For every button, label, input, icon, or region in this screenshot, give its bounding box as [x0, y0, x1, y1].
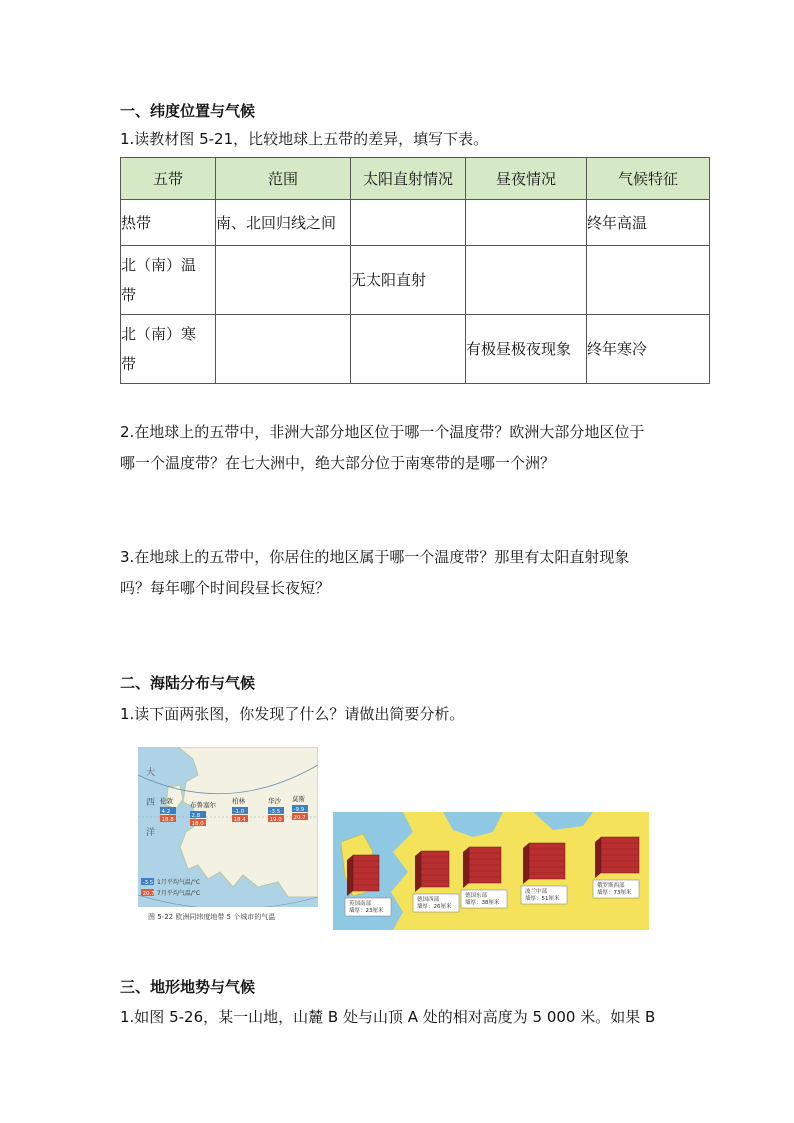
- map1-ocean-label-3: 洋: [146, 828, 156, 838]
- table-header: 太阳直射情况: [351, 158, 466, 200]
- city-name-label: 伦敦: [160, 797, 173, 805]
- table-cell[interactable]: [351, 200, 466, 246]
- table-cell: 有极昼极夜现象: [466, 315, 587, 384]
- table-header: 气候特征: [587, 158, 710, 200]
- jul-temp-value: 20.7: [293, 815, 306, 821]
- legend-jan-value: -3.5: [142, 880, 154, 886]
- table-cell[interactable]: [216, 315, 351, 384]
- table-header: 范围: [216, 158, 351, 200]
- table-cell: 北（南）寒 带: [121, 315, 216, 384]
- table-cell[interactable]: [351, 315, 466, 384]
- legend-jul-label: 7月平均气温/°C: [157, 890, 201, 897]
- legend-jan-label: 1月平均气温/°C: [157, 879, 201, 886]
- map1-ocean-label-1: 大: [146, 768, 156, 778]
- table-cell: 终年寒冷: [587, 315, 710, 384]
- jan-temp-value: 4.2: [161, 809, 171, 815]
- wall-side: [347, 855, 353, 896]
- question-1-3-line1: 3.在地球上的五带中，你居住的地区属于哪一个温度带？那里有太阳直射现象: [120, 548, 630, 566]
- wall-thickness-label: 墙厚：51厘米: [525, 896, 560, 902]
- wall-map-svg: [333, 812, 649, 930]
- table-row: [121, 315, 710, 384]
- jan-temp-value: -3.5: [269, 809, 281, 815]
- table-row: [121, 246, 710, 315]
- table-cell: 热带: [121, 200, 216, 246]
- wall-thickness-label: 墙厚：38厘米: [465, 900, 500, 906]
- wall-thickness-label: 墙厚：73厘米: [597, 890, 632, 896]
- wall-region-label: 德国东部: [465, 893, 488, 899]
- wall-side: [463, 847, 469, 888]
- wall-thickness-label: 墙厚：23厘米: [349, 908, 384, 914]
- question-3-1: 1.如图 5-26，某一山地，山麓 B 处与山顶 A 处的相对高度为 5 000 米。如果 B: [120, 1008, 656, 1026]
- europe-temperature-map: [138, 747, 318, 927]
- jan-temp-value: -1.0: [233, 809, 245, 815]
- jan-temp-value: -9.9: [293, 807, 305, 813]
- wall-region-label: 波兰中部: [525, 889, 548, 895]
- city-name-label: 柏林: [232, 797, 245, 805]
- section-3-title: 三、地形地势与气候: [120, 978, 256, 996]
- table-cell[interactable]: [216, 246, 351, 315]
- legend-jul-value: 20.7: [142, 891, 155, 897]
- jul-temp-value: 18.0: [191, 821, 204, 827]
- wall-region-label: 德国西部: [417, 897, 440, 903]
- question-1-3-line2: 吗？每年哪个时间段昼长夜短？: [120, 579, 331, 597]
- jul-temp-value: 19.0: [269, 817, 282, 823]
- climate-zones-table: [120, 157, 710, 384]
- question-1-2-line1: 2.在地球上的五带中，非洲大部分地区位于哪一个温度带？欧洲大部分地区位于: [120, 423, 645, 441]
- wall-thickness-map: [333, 812, 649, 930]
- question-1-2-line2: 哪一个温度带？在七大洲中，绝大部分位于南寒带的是哪一个洲？: [120, 454, 556, 472]
- question-2-1: 1.读下面两张图，你发现了什么？请做出简要分析。: [120, 705, 465, 723]
- table-cell[interactable]: [466, 246, 587, 315]
- city-name-label: 莫斯: [292, 795, 305, 803]
- jan-temp-value: 2.8: [191, 813, 201, 819]
- jul-temp-value: 18.4: [233, 817, 246, 823]
- city-name-label: 布鲁塞尔: [190, 801, 216, 809]
- table-row: [121, 200, 710, 246]
- map1-caption: 图 5-22 欧洲同纬度地带 5 个城市的气温: [148, 913, 276, 921]
- wall-thickness-label: 墙厚：26厘米: [417, 904, 452, 910]
- section-2-title: 二、海陆分布与气候: [120, 674, 256, 692]
- wall-region-label: 俄罗斯西部: [597, 883, 625, 889]
- table-cell[interactable]: [466, 200, 587, 246]
- section-1-title: 一、纬度位置与气候: [120, 102, 256, 120]
- table-cell[interactable]: [587, 246, 710, 315]
- table-header-row: [121, 158, 710, 200]
- table-header: 昼夜情况: [466, 158, 587, 200]
- table-cell: 北（南）温 带: [121, 246, 216, 315]
- table-cell: 无太阳直射: [351, 246, 466, 315]
- table-cell: 终年高温: [587, 200, 710, 246]
- wall-side: [523, 843, 529, 884]
- wall-region-label: 英国南部: [349, 901, 372, 907]
- table-header: 五带: [121, 158, 216, 200]
- jul-temp-value: 18.8: [161, 817, 174, 823]
- map1-ocean-label-2: 西: [146, 798, 156, 808]
- table-cell: 南、北回归线之间: [216, 200, 351, 246]
- city-name-label: 华沙: [268, 797, 281, 805]
- question-1-1: 1.读教材图 5-21，比较地球上五带的差异，填写下表。: [120, 130, 489, 148]
- wall-side: [415, 851, 421, 892]
- wall-side: [595, 837, 601, 878]
- europe-map-svg: [138, 747, 318, 927]
